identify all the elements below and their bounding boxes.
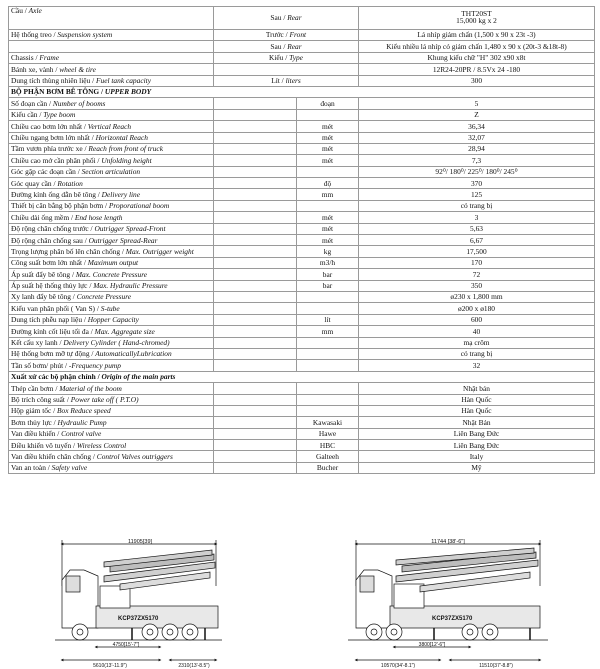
spec-value: 32: [359, 360, 595, 371]
spec-blank: [214, 143, 297, 154]
spec-sublabel: Lít / liters: [214, 75, 359, 86]
spec-row: [9, 417, 595, 428]
spec-label: Công suất bơm lớn nhất / Maximum output: [9, 257, 214, 268]
spec-row: [9, 428, 595, 439]
spec-blank: [214, 440, 297, 451]
spec-value: 5: [359, 98, 595, 109]
spec-value: ø200 x ø180: [359, 303, 595, 314]
spec-value: Mỹ: [359, 462, 595, 473]
spec-label: Đường kính cốt liệu tối đa / Max. Aggregate size: [9, 326, 214, 337]
right-top-dimension: 11744 [38'-6"]: [431, 539, 465, 545]
right-mid-dimension: 3800[12'-6"]: [418, 642, 446, 648]
right-bottom-dimension-1: 10570(34'-8.1"): [380, 663, 416, 669]
spec-label: Độ rộng chân chống trước / Outrigger Spread-Front: [9, 223, 214, 234]
spec-row: [9, 405, 595, 416]
spec-label: Van an toàn / Safety valve: [9, 462, 214, 473]
spec-label: Góc gập các đoạn cần / Section articulation: [9, 166, 214, 177]
spec-label: Dung tích thùng nhiên liệu / Fuel tank capacity: [9, 75, 214, 86]
spec-blank: [214, 212, 297, 223]
section-title: BỘ PHẬN BƠM BÊ TÔNG / UPPER BODY: [9, 86, 595, 97]
spec-blank: [214, 314, 297, 325]
spec-blank: [214, 348, 297, 359]
spec-value: 5,63: [359, 223, 595, 234]
spec-label: Tần số bơm/ phút / -Frequency pump: [9, 360, 214, 371]
spec-blank: [214, 121, 297, 132]
spec-label: Bơm thủy lực / Hydraulic Pump: [9, 417, 214, 428]
spec-unit: m3/h: [297, 257, 359, 268]
spec-row: [9, 314, 595, 325]
spec-value: 7,3: [359, 155, 595, 166]
spec-blank: [214, 280, 297, 291]
model-name: THT20ST: [359, 7, 595, 18]
spec-value: Z: [359, 109, 595, 120]
specification-table: [8, 6, 595, 474]
left-mid-dimension: 4750[15'-7"]: [112, 642, 140, 648]
spec-label: Bánh xe, vành / wheel & tire: [9, 64, 214, 75]
left-bottom-dimension-2: 2310(13'-8.5"): [178, 663, 210, 669]
spec-row: [9, 291, 595, 302]
spec-row: [9, 132, 595, 143]
spec-label: Kết cấu xy lanh / Delivery Cylinder ( Hand-chromed): [9, 337, 214, 348]
spec-value: 12R24-20PR / 8.5Vx 24 -180: [359, 64, 595, 75]
spec-unit: đoạn: [297, 98, 359, 109]
spec-unit: Hawe: [297, 428, 359, 439]
spec-blank: [214, 98, 297, 109]
spec-unit: mm: [297, 189, 359, 200]
spec-value: 125: [359, 189, 595, 200]
spec-value: 92⁰/ 180⁰/ 225⁰/ 180⁰/ 245⁰: [359, 166, 595, 177]
spec-label: Chiều cao mở cần phân phối / Unfolding height: [9, 155, 214, 166]
spec-blank: [214, 337, 297, 348]
spec-value: Liên Bang Đức: [359, 440, 595, 451]
spec-row: [9, 269, 595, 280]
left-truck-model: KCP37ZX5170: [118, 616, 159, 622]
spec-sublabel: Sau / Rear: [214, 41, 359, 52]
spec-label: Thép cần bơm / Material of the boom: [9, 383, 214, 394]
spec-unit: [297, 394, 359, 405]
spec-value: Liên Bang Đức: [359, 428, 595, 439]
spec-unit: [297, 405, 359, 416]
spec-row: [9, 200, 595, 211]
spec-sublabel: [214, 64, 359, 75]
spec-label: Chiều cao bơm lớn nhất / Vertical Reach: [9, 121, 214, 132]
section-title: Xuất xứ các bộ phận chính / Origin of the main parts: [9, 371, 595, 382]
spec-row: [9, 326, 595, 337]
spec-label: Van điều khiển / Control valve: [9, 428, 214, 439]
spec-unit: mét: [297, 143, 359, 154]
spec-blank: [214, 189, 297, 200]
spec-row: [9, 360, 595, 371]
spec-label: Kiểu van phân phối ( Van S) / S-tube: [9, 303, 214, 314]
spec-unit: lít: [297, 314, 359, 325]
spec-blank: [214, 451, 297, 462]
spec-row: [9, 178, 595, 189]
spec-value: 36,34: [359, 121, 595, 132]
spec-row: [9, 280, 595, 291]
spec-unit: mm: [297, 326, 359, 337]
spec-value: 6,67: [359, 235, 595, 246]
spec-blank: [214, 405, 297, 416]
spec-unit: mét: [297, 132, 359, 143]
spec-unit: mét: [297, 223, 359, 234]
right-truck-drawing: [348, 540, 548, 660]
spec-unit: mét: [297, 235, 359, 246]
spec-value: 72: [359, 269, 595, 280]
spec-row: [9, 246, 595, 257]
spec-value: 170: [359, 257, 595, 268]
left-bottom-dimension-1: 5610(13'-11.9"): [93, 663, 127, 669]
spec-sublabel: Trước / Front: [214, 30, 359, 41]
spec-unit: mét: [297, 121, 359, 132]
spec-row: [9, 383, 595, 394]
spec-value: Nhật bản: [359, 383, 595, 394]
spec-value: Lá nhíp giảm chấn (1,500 x 90 x 23t -3): [359, 30, 595, 41]
spec-blank: [214, 223, 297, 234]
spec-label: Đường kính ống dẫn bê tông / Delivery line: [9, 189, 214, 200]
spec-unit: bar: [297, 280, 359, 291]
spec-unit: mét: [297, 155, 359, 166]
section-header-row: [9, 371, 595, 382]
axle-value: 15,000 kg x 2: [359, 17, 595, 30]
spec-blank: [214, 462, 297, 473]
spec-row: [9, 348, 595, 359]
spec-label: Van điều khiển chân chống / Control Valves outriggers: [9, 451, 214, 462]
spec-blank: [214, 178, 297, 189]
spec-value: 370: [359, 178, 595, 189]
spec-unit: [297, 200, 359, 211]
spec-row: [9, 41, 595, 52]
spec-value: có trang bị: [359, 200, 595, 211]
spec-unit: [297, 337, 359, 348]
spec-row: [9, 30, 595, 41]
spec-value: 40: [359, 326, 595, 337]
spec-value: Hàn Quốc: [359, 405, 595, 416]
right-bottom-dimension-2: 11510(37'-8.8"): [479, 663, 513, 669]
spec-unit: Galteeh: [297, 451, 359, 462]
spec-value: ø230 x 1,800 mm: [359, 291, 595, 302]
spec-sublabel: Kiểu / Type: [214, 52, 359, 63]
spec-unit: [297, 348, 359, 359]
spec-blank: [214, 360, 297, 371]
spec-label: Dung tích phễu nạp liệu / Hopper Capacity: [9, 314, 214, 325]
spec-label: Trọng lượng phân bố lên chân chống / Max. Outrigger weight: [9, 246, 214, 257]
spec-value: 17,500: [359, 246, 595, 257]
spec-unit: [297, 303, 359, 314]
spec-unit: Bucher: [297, 462, 359, 473]
spec-label: Chassis / Frame: [9, 52, 214, 63]
spec-label: Số đoạn cần / Number of booms: [9, 98, 214, 109]
spec-label: Hệ thống treo / Suspension system: [9, 30, 214, 41]
spec-blank: [214, 303, 297, 314]
spec-row: [9, 303, 595, 314]
spec-unit: mét: [297, 212, 359, 223]
spec-unit: HBC: [297, 440, 359, 451]
spec-row: [9, 257, 595, 268]
spec-row: [9, 440, 595, 451]
spec-unit: Kawasaki: [297, 417, 359, 428]
spec-value: 32,07: [359, 132, 595, 143]
spec-value: 300: [359, 75, 595, 86]
spec-label: Thiết bị cân bằng bộ phận bơm / Proporational boom: [9, 200, 214, 211]
spec-label: Bộ trích công suất / Power take off ( P.T.O): [9, 394, 214, 405]
spec-blank: [214, 383, 297, 394]
spec-blank: [214, 417, 297, 428]
spec-row: [9, 64, 595, 75]
spec-unit: độ: [297, 178, 359, 189]
spec-row: [9, 235, 595, 246]
spec-label: Điều khiển vô tuyến / Wireless Control: [9, 440, 214, 451]
spec-value: Italy: [359, 451, 595, 462]
spec-row: [9, 451, 595, 462]
spec-row: [9, 155, 595, 166]
spec-label: Tầm vươn phía trước xe / Reach from front of truck: [9, 143, 214, 154]
spec-label: Áp suất hệ thống thủy lực / Max. Hydraulic Pressure: [9, 280, 214, 291]
spec-label: [9, 41, 214, 52]
spec-value: Nhật Bản: [359, 417, 595, 428]
truck-drawings: [0, 536, 600, 669]
spec-unit: [297, 109, 359, 120]
spec-blank: [214, 291, 297, 302]
left-top-dimension: 11905[39]: [127, 539, 153, 545]
spec-value: 3: [359, 212, 595, 223]
spec-value: Khung kiểu chữ "H" 302 x90 x8t: [359, 52, 595, 63]
spec-value: Hàn Quốc: [359, 394, 595, 405]
spec-row: [9, 212, 595, 223]
spec-label: Độ rộng chân chống sau / Outrigger Spread-Rear: [9, 235, 214, 246]
spec-blank: [214, 200, 297, 211]
axle-row: [9, 7, 595, 18]
spec-value: 350: [359, 280, 595, 291]
spec-blank: [214, 257, 297, 268]
spec-blank: [214, 235, 297, 246]
spec-unit: bar: [297, 269, 359, 280]
spec-row: [9, 189, 595, 200]
spec-value: mạ crôm: [359, 337, 595, 348]
spec-blank: [214, 109, 297, 120]
spec-row: [9, 109, 595, 120]
spec-blank: [214, 155, 297, 166]
spec-unit: [297, 166, 359, 177]
spec-unit: [297, 360, 359, 371]
spec-label: Góc quay cần / Rotation: [9, 178, 214, 189]
spec-label: Kiểu cần / Type boom: [9, 109, 214, 120]
spec-label: Hệ thống bơm mỡ tự động / AutomaticallyLubrication: [9, 348, 214, 359]
spec-row: [9, 98, 595, 109]
spec-row: [9, 143, 595, 154]
axle-label: Cầu / Axle: [9, 7, 214, 30]
axle-rear-label: Sau / Rear: [214, 7, 359, 30]
spec-unit: kg: [297, 246, 359, 257]
spec-row: [9, 75, 595, 86]
spec-row: [9, 462, 595, 473]
section-header-row: [9, 86, 595, 97]
spec-label: Chiều ngang bơm lớn nhất / Horizontal Reach: [9, 132, 214, 143]
spec-row: [9, 223, 595, 234]
spec-value: 600: [359, 314, 595, 325]
spec-label: Chiều dài ống mềm / End hose length: [9, 212, 214, 223]
spec-row: [9, 52, 595, 63]
right-truck-model: KCP37ZX5170: [432, 616, 473, 622]
spec-label: Áp suất đẩy bê tông / Max. Concrete Pressure: [9, 269, 214, 280]
spec-unit: [297, 291, 359, 302]
spec-blank: [214, 132, 297, 143]
spec-row: [9, 394, 595, 405]
spec-label: Xy lanh đẩy bê tông / Concrete Pressure: [9, 291, 214, 302]
spec-row: [9, 121, 595, 132]
spec-row: [9, 166, 595, 177]
spec-blank: [214, 269, 297, 280]
spec-unit: [297, 383, 359, 394]
spec-blank: [214, 246, 297, 257]
spec-blank: [214, 166, 297, 177]
spec-value: 28,94: [359, 143, 595, 154]
spec-label: Hộp giảm tốc / Box Reduce speed: [9, 405, 214, 416]
spec-blank: [214, 326, 297, 337]
spec-blank: [214, 394, 297, 405]
spec-blank: [214, 428, 297, 439]
spec-value: Kiểu nhiều lá nhíp có giảm chấn 1,480 x 90 x (20t-3 &18t-8): [359, 41, 595, 52]
spec-row: [9, 337, 595, 348]
spec-value: có trang bị: [359, 348, 595, 359]
